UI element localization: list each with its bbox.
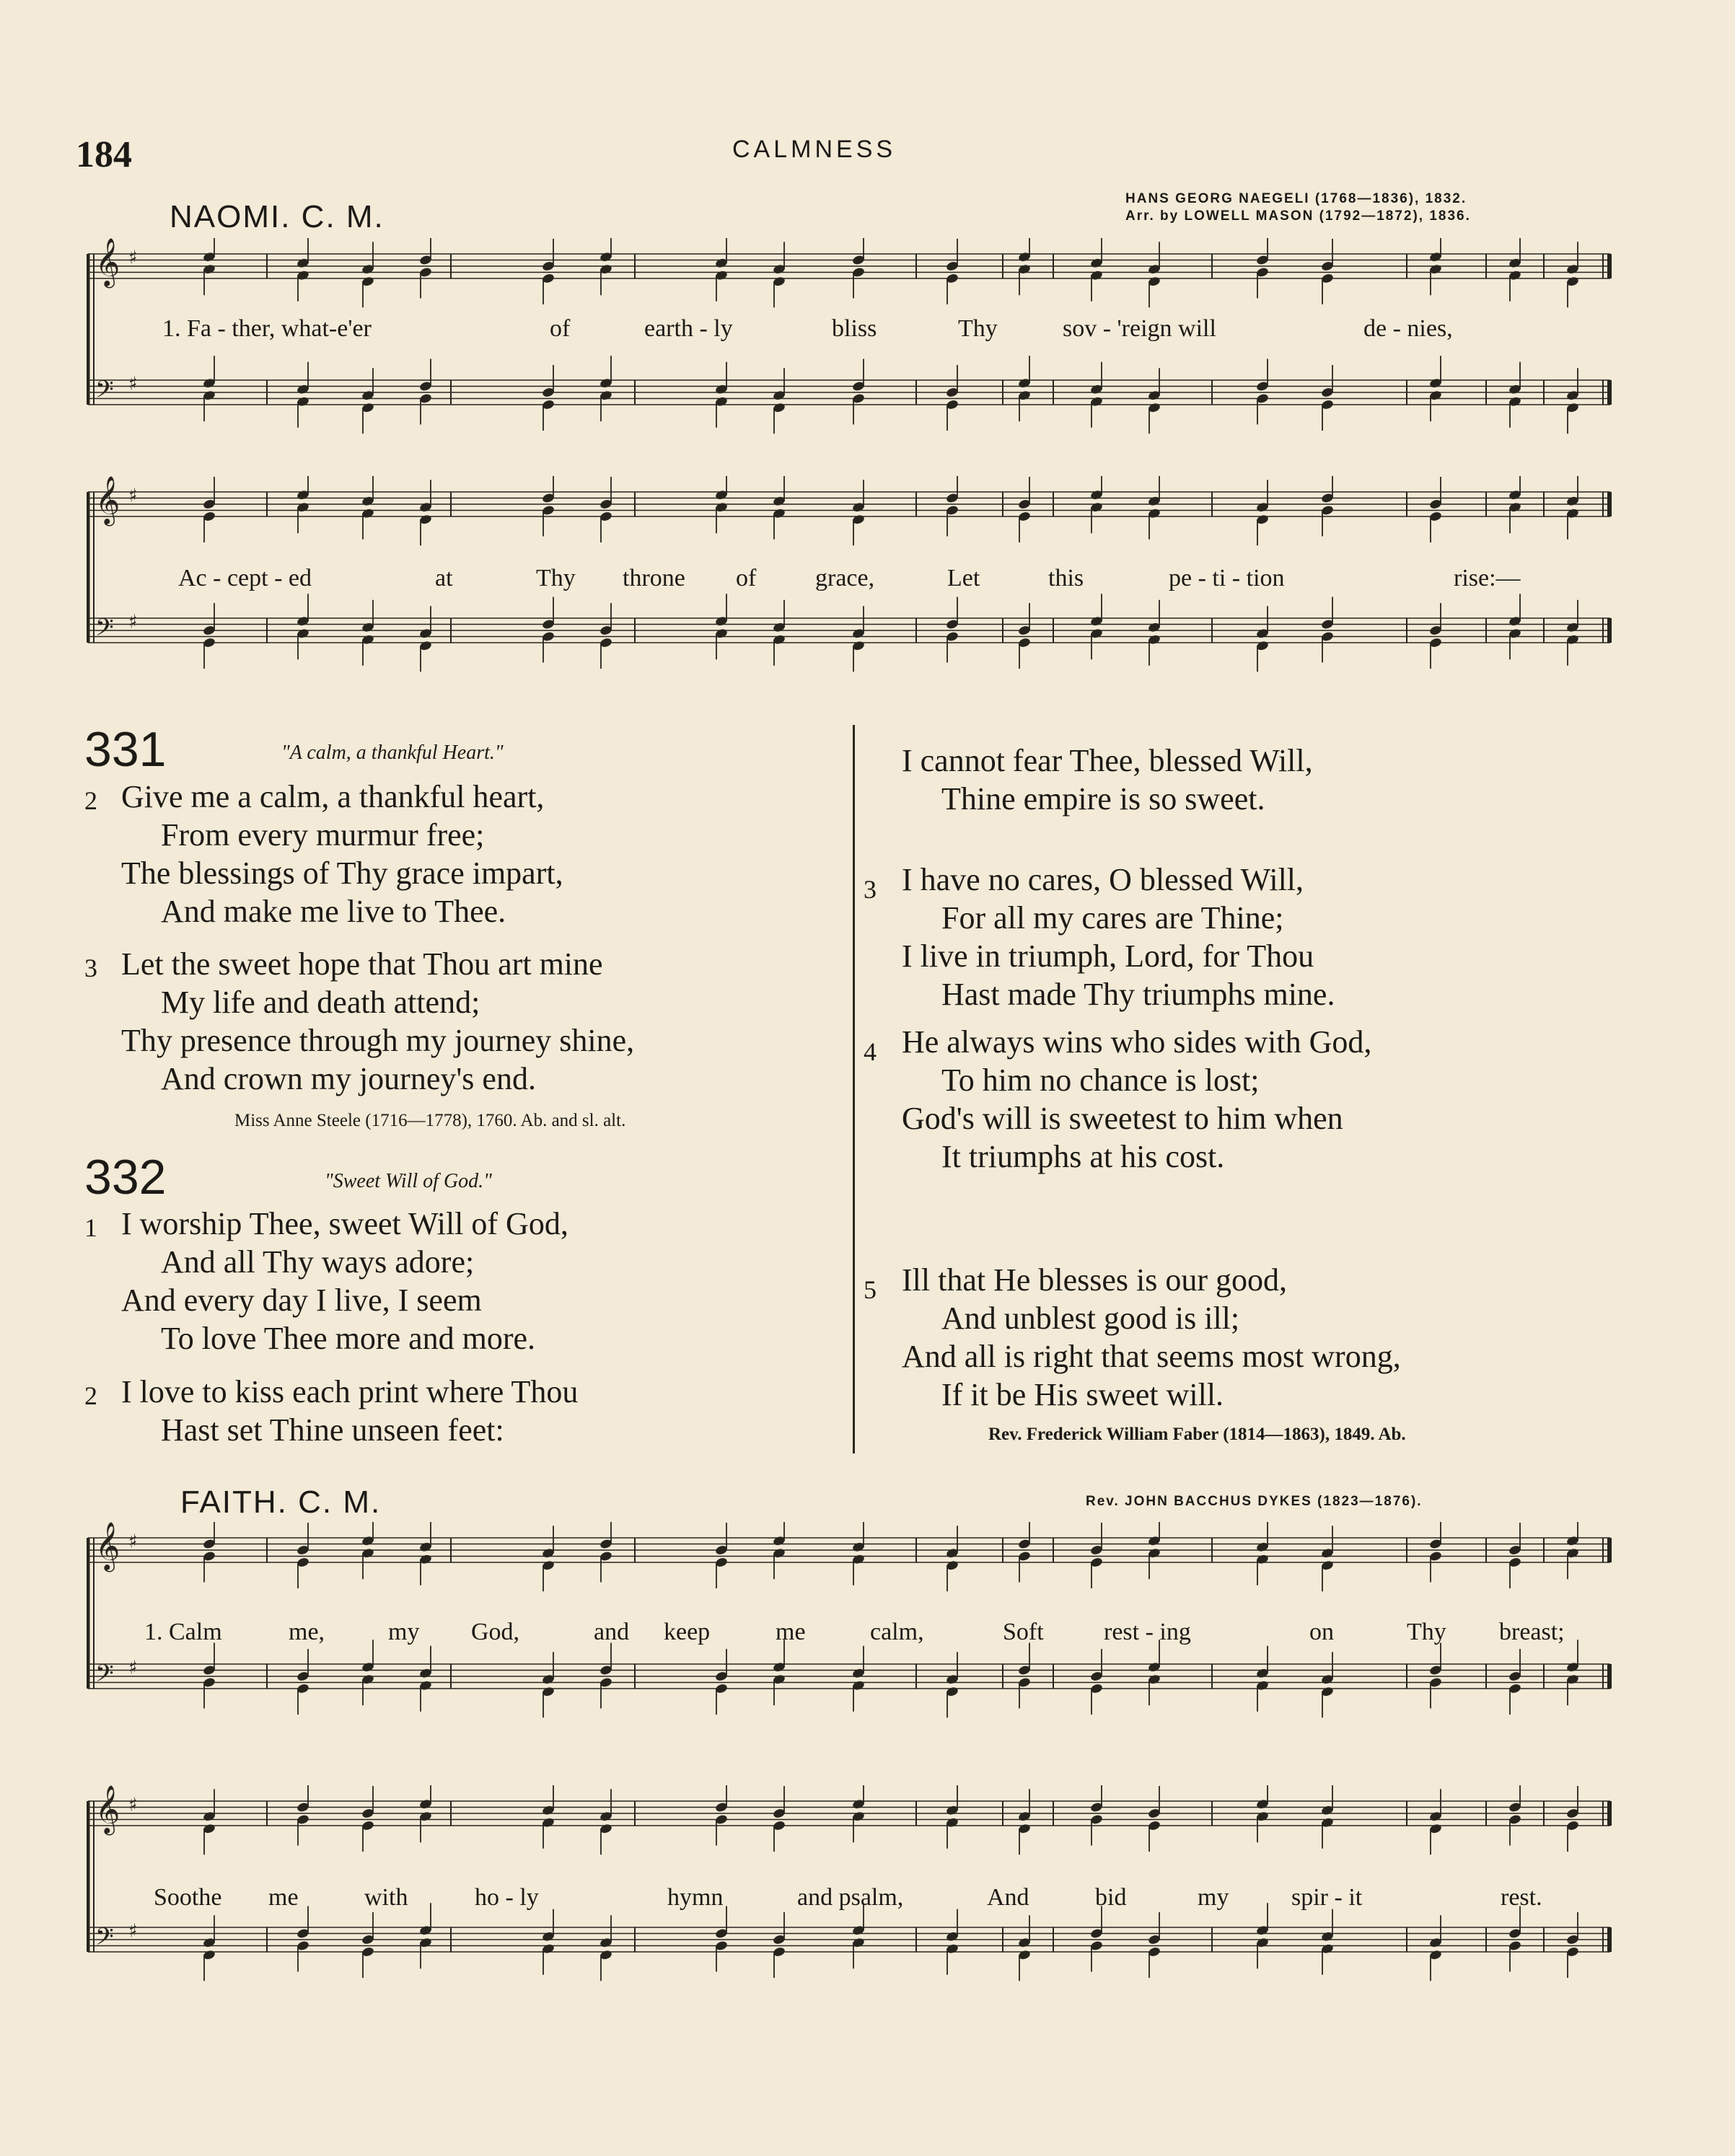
- svg-text:𝄞: 𝄞: [95, 476, 120, 524]
- lyric-word: breast;: [1499, 1619, 1565, 1645]
- lyric-word: Thy: [958, 315, 998, 342]
- verse-line: From every murmur free;: [161, 817, 485, 853]
- svg-text:♯: ♯: [128, 247, 138, 269]
- naomi-music-system-1: [87, 238, 1616, 454]
- naomi-lyrics-2: [0, 565, 1735, 594]
- verse-line: Hast set Thine unseen feet:: [161, 1412, 504, 1448]
- stanza-331-3: [84, 945, 635, 1098]
- lyric-word: Ac - cept - ed: [178, 565, 312, 591]
- lyric-word: Soft: [1003, 1619, 1044, 1645]
- stanza-332-5: [866, 1261, 1401, 1414]
- svg-text:𝄞: 𝄞: [95, 1522, 120, 1570]
- faith-lyrics-1: [0, 1619, 1735, 1647]
- stanza-332-2-continued: [902, 742, 1313, 818]
- lyric-word: bid: [1095, 1884, 1127, 1911]
- verse-line: If it be His sweet will.: [941, 1377, 1224, 1412]
- verse-line: And unblest good is ill;: [941, 1301, 1240, 1336]
- faith-composer: Rev. JOHN BACCHUS DYKES (1823—1876).: [1086, 1494, 1423, 1509]
- svg-text:♯: ♯: [128, 373, 138, 395]
- verse-line: And crown my journey's end.: [161, 1061, 536, 1096]
- lyric-word: this: [1048, 565, 1084, 591]
- lyric-word: with: [364, 1884, 408, 1911]
- lyric-word: of: [550, 315, 571, 342]
- verse-line: Ill that He blesses is our good,: [902, 1262, 1288, 1298]
- lyric-word: 1. Fa - ther, what-e'er: [162, 315, 372, 342]
- lyric-word: me: [776, 1619, 806, 1645]
- lyric-word: Thy: [1407, 1619, 1446, 1645]
- lyric-word: keep: [664, 1619, 711, 1645]
- lyric-word: bliss: [832, 315, 877, 342]
- verse-line: I live in triumph, Lord, for Thou: [902, 938, 1314, 974]
- faith-lyrics-2: [0, 1884, 1735, 1913]
- stanza-number: 5: [864, 1275, 877, 1304]
- attribution-332: Rev. Frederick William Faber (1814—1863), 1849. Ab.: [988, 1425, 1406, 1444]
- column-divider: [853, 725, 855, 1453]
- lyric-word: calm,: [870, 1619, 924, 1645]
- stanza-number: 2: [84, 786, 97, 815]
- stanza-number: 4: [864, 1037, 877, 1066]
- lyric-word: ho - ly: [475, 1884, 539, 1911]
- stanza-332-3: [866, 861, 1335, 1013]
- verse-line: Let the sweet hope that Thou art mine: [121, 946, 603, 982]
- verse-line: I worship Thee, sweet Will of God,: [121, 1206, 568, 1241]
- lyric-word: grace,: [815, 565, 875, 591]
- lyric-word: pe - ti - tion: [1169, 565, 1285, 591]
- svg-text:♯: ♯: [128, 611, 138, 633]
- verse-line: To love Thee more and more.: [161, 1321, 536, 1356]
- lyric-word: rest.: [1501, 1884, 1542, 1911]
- stanza-332-2: [84, 1373, 579, 1449]
- stanza-number: 3: [84, 954, 97, 982]
- lyric-word: spir - it: [1291, 1884, 1363, 1911]
- stanza-number: 1: [84, 1213, 97, 1242]
- svg-text:𝄞: 𝄞: [95, 1785, 120, 1834]
- lyric-word: me: [268, 1884, 299, 1911]
- lyric-word: my: [1198, 1884, 1229, 1911]
- verse-line: Hast made Thy triumphs mine.: [941, 977, 1335, 1012]
- verse-line: Thy presence through my journey shine,: [121, 1023, 635, 1058]
- stanza-number: 2: [84, 1381, 97, 1410]
- tune-title-naomi: NAOMI. C. M.: [170, 199, 385, 234]
- svg-text:𝄢: 𝄢: [95, 376, 114, 410]
- verse-line: Give me a calm, a thankful heart,: [121, 779, 545, 814]
- lyric-word: sov - 'reign will: [1063, 315, 1216, 342]
- lyric-word: of: [736, 565, 757, 591]
- svg-text:♯: ♯: [128, 485, 138, 507]
- verse-line: He always wins who sides with God,: [902, 1024, 1372, 1060]
- lyric-word: and psalm,: [797, 1884, 904, 1911]
- verse-line: I love to kiss each print where Thou: [121, 1374, 579, 1409]
- stanza-332-1: [84, 1205, 568, 1358]
- svg-text:𝄢: 𝄢: [95, 1660, 114, 1694]
- verse-line: And make me live to Thee.: [161, 894, 506, 929]
- svg-text:♯: ♯: [128, 1657, 138, 1679]
- section-title: CALMNESS: [732, 136, 897, 163]
- verse-line: To him no chance is lost;: [941, 1062, 1260, 1098]
- lyric-word: de - nies,: [1363, 315, 1453, 342]
- verse-line: It triumphs at his cost.: [941, 1139, 1225, 1174]
- verse-line: Thine empire is so sweet.: [941, 781, 1265, 817]
- page-number: 184: [76, 134, 132, 175]
- verse-line: God's will is sweetest to him when: [902, 1101, 1343, 1136]
- verse-line: I cannot fear Thee, blessed Will,: [902, 743, 1313, 778]
- verse-line: The blessings of Thy grace impart,: [121, 855, 563, 891]
- lyric-word: at: [435, 565, 453, 591]
- verse-line: And every day I live, I seem: [121, 1282, 482, 1318]
- lyric-word: rise:—: [1454, 565, 1521, 591]
- svg-text:♯: ♯: [128, 1920, 138, 1942]
- lyric-word: God,: [471, 1619, 520, 1645]
- svg-text:𝄢: 𝄢: [95, 1923, 114, 1957]
- lyric-word: and: [594, 1619, 630, 1645]
- lyric-word: my: [388, 1619, 420, 1645]
- lyric-word: Thy: [536, 565, 576, 591]
- lyric-word: me,: [289, 1619, 325, 1645]
- lyric-word: earth - ly: [644, 315, 733, 342]
- verse-line: For all my cares are Thine;: [941, 900, 1284, 936]
- lyric-word: Soothe: [154, 1884, 222, 1911]
- naomi-lyrics-1: [0, 315, 1735, 344]
- stanza-332-4: [866, 1023, 1371, 1176]
- svg-text:𝄞: 𝄞: [95, 238, 120, 286]
- hymn-number-331: 331: [84, 722, 167, 777]
- verse-line: And all Thy ways adore;: [161, 1244, 475, 1280]
- tune-title-faith: FAITH. C. M.: [180, 1484, 382, 1520]
- lyric-word: Let: [947, 565, 980, 591]
- verse-line: My life and death attend;: [161, 985, 480, 1020]
- attribution-331: Miss Anne Steele (1716—1778), 1760. Ab. and sl. alt.: [234, 1111, 626, 1130]
- lyric-word: And: [987, 1884, 1029, 1911]
- lyric-word: throne: [623, 565, 685, 591]
- lyric-word: on: [1309, 1619, 1334, 1645]
- hymn-title-332: "Sweet Will of God.": [325, 1170, 492, 1192]
- naomi-composer: HANS GEORG NAEGELI (1768—1836), 1832.: [1125, 191, 1467, 206]
- verse-line: And all is right that seems most wrong,: [902, 1339, 1401, 1374]
- stanza-331-2: [84, 778, 563, 930]
- svg-text:𝄢: 𝄢: [95, 614, 114, 648]
- lyric-word: 1. Calm: [144, 1619, 222, 1645]
- lyric-word: rest - ing: [1104, 1619, 1191, 1645]
- svg-text:♯: ♯: [128, 1794, 138, 1816]
- hymn-number-332: 332: [84, 1150, 167, 1205]
- hymn-title-331: "A calm, a thankful Heart.": [281, 742, 504, 764]
- naomi-staff-1: [87, 238, 1616, 454]
- svg-text:♯: ♯: [128, 1531, 138, 1553]
- lyric-word: hymn: [667, 1884, 724, 1911]
- verse-line: I have no cares, O blessed Will,: [902, 862, 1304, 897]
- naomi-arranger: Arr. by LOWELL MASON (1792—1872), 1836.: [1125, 208, 1471, 224]
- stanza-number: 3: [864, 875, 877, 904]
